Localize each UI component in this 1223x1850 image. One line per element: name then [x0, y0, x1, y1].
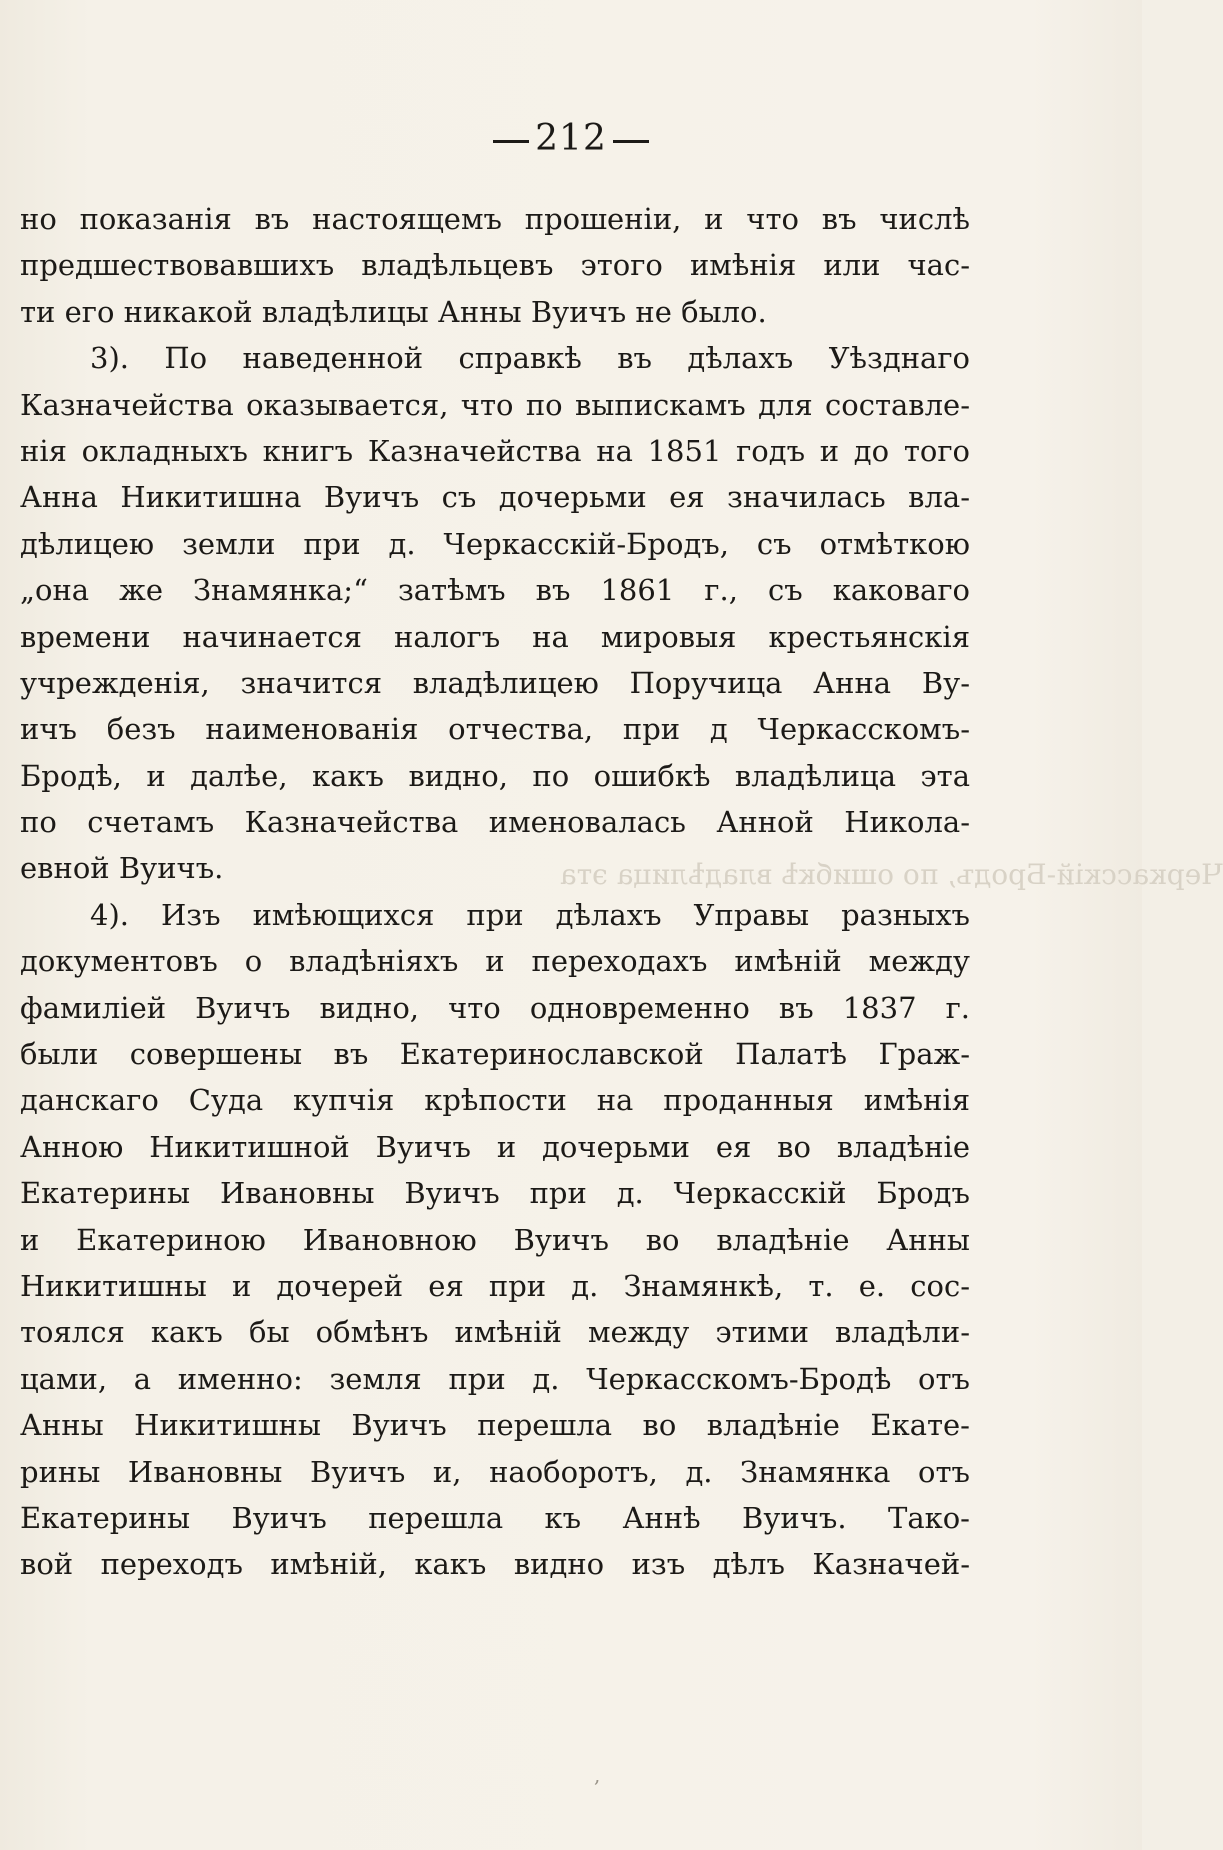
text-line: Анны Никитишны Вуичъ перешла во владѣніе Екате- — [20, 1408, 970, 1443]
text-line: Бродѣ, и далѣе, какъ видно, по ошибкѣ владѣлица эта — [20, 758, 970, 793]
page-number — [0, 118, 1142, 159]
dash-left — [493, 140, 529, 143]
text-line: Никитишны и дочерей ея при д. Знамянкѣ, т. е. сос- — [20, 1268, 970, 1303]
text-line: 4). Изъ имѣющихся при дѣлахъ Управы разныхъ — [90, 897, 970, 932]
page-number-value: 212 — [535, 118, 607, 159]
text-line: евной Вуичъ. — [20, 851, 224, 886]
text-line: ти его никакой владѣлицы Анны Вуичъ не было. — [20, 294, 767, 329]
text-line: тоялся какъ бы обмѣнъ имѣній между этими владѣли- — [20, 1315, 970, 1350]
body-text — [20, 196, 970, 1588]
text-line: времени начинается налогъ на мировыя крестьянскія — [20, 619, 970, 654]
text-line: Анною Никитишной Вуичъ и дочерьми ея во владѣніе — [20, 1129, 970, 1164]
text-line: по счетамъ Казначейства именовалась Анной Никола- — [20, 805, 970, 840]
text-line: Анна Никитишна Вуичъ съ дочерьми ея значилась вла- — [20, 480, 970, 515]
text-line: Екатерины Ивановны Вуичъ при д. Черкасскій Бродъ — [20, 1176, 970, 1211]
dash-right — [613, 140, 649, 143]
text-line: Екатерины Вуичъ перешла къ Аннѣ Вуичъ. Тако- — [20, 1500, 970, 1535]
text-line: вой переходъ имѣній, какъ видно изъ дѣлъ Казначей- — [20, 1547, 970, 1582]
text-line: и Екатериною Ивановною Вуичъ во владѣніе Анны — [20, 1222, 970, 1257]
text-line: данскаго Суда купчія крѣпости на проданныя имѣнія — [20, 1083, 970, 1118]
text-line: фамиліей Вуичъ видно, что одновременно въ 1837 г. — [20, 990, 970, 1025]
text-line: рины Ивановны Вуичъ и, наоборотъ, д. Знамянка отъ — [20, 1454, 970, 1489]
text-line: были совершены въ Екатеринославской Палатѣ Граж- — [20, 1037, 970, 1072]
bleed-through-text: Черкасскій-Бродъ, по ошибкѣ владѣлица эта — [560, 858, 1223, 891]
text-line: 3). По наведенной справкѣ въ дѣлахъ Уѣзднаго — [90, 341, 970, 376]
text-line: документовъ о владѣніяхъ и переходахъ имѣній между — [20, 944, 970, 979]
text-line: дѣлицею земли при д. Черкасскій-Бродъ, съ отмѣткою — [20, 526, 970, 561]
text-line: Казначейства оказывается, что по выпискамъ для составле- — [20, 387, 970, 422]
stray-mark: , — [594, 1763, 601, 1787]
text-line: но показанія въ настоящемъ прошеніи, и что въ числѣ — [20, 202, 970, 236]
text-line: ичъ безъ наименованія отчества, при д Черкасскомъ- — [20, 712, 970, 747]
text-line: предшествовавшихъ владѣльцевъ этого имѣнія или час- — [20, 248, 970, 283]
text-line: цами, а именно: земля при д. Черкасскомъ-Бродѣ отъ — [20, 1361, 970, 1396]
text-line: „она же Знамянка;“ затѣмъ въ 1861 г., съ каковаго — [20, 573, 970, 608]
text-line: учрежденія, значится владѣлицею Поручица Анна Ву- — [20, 665, 970, 700]
text-line: нія окладныхъ книгъ Казначейства на 1851 годъ и до того — [20, 433, 970, 468]
